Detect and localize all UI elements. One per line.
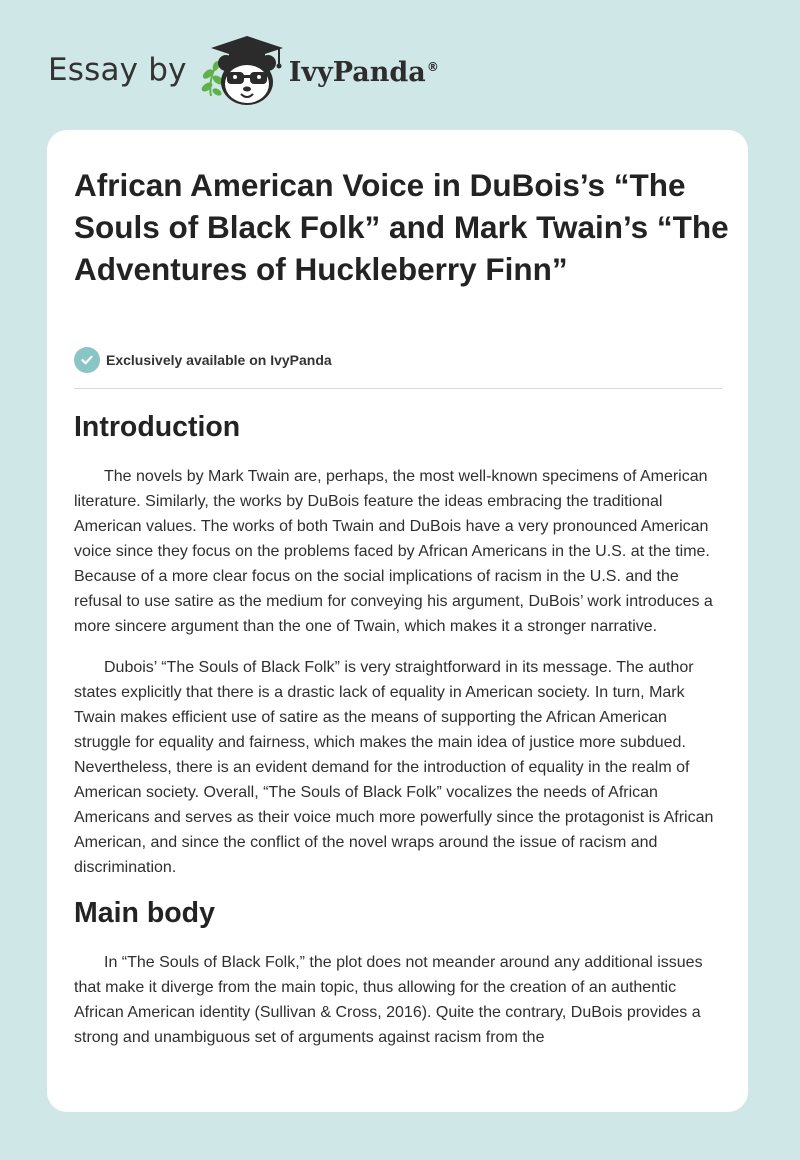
section-heading-main-body: Main body [74,897,215,930]
paragraph: In “The Souls of Black Folk,” the plot does not meander around any additional issues that make it diverge from the main topic, thus allowing for the creation of an authentic African American identity (Sullivan & Cross, 2016). Quite the contrary, DuBois provides a strong and unambiguous set of arguments against racism from the [74,954,703,1047]
panda-graduate-logo-icon[interactable] [199,30,295,110]
exclusive-label: Exclusively available on IvyPanda [106,352,332,368]
section-heading-introduction: Introduction [74,411,241,443]
check-circle-icon [74,347,100,373]
essay-title: African American Voice in DuBois’s “The Souls of Black Folk” and Mark Twain’s “The Adventures of Huckleberry Finn” [74,167,729,287]
essay-body [74,404,724,1066]
exclusive-badge [74,346,332,374]
essay-card [47,130,748,1112]
brand-name[interactable]: IvyPanda® [288,56,439,88]
brand-prefix: Essay by [48,52,187,88]
paragraph: The novels by Mark Twain are, perhaps, the most well-known specimens of American literature. Similarly, the works by DuBois feature the ideas embracing the traditional American values. The works of both Twain and DuBois have a very pronounced American voice since they focus on the problems faced by African Americans in the U.S. at the time. Because of a more clear focus on the social implications of racism in the U.S. and the refusal to use satire as the medium for conveying his argument, DuBois’ work introduces a more sincere argument than the one of Twain, which makes it a stronger narrative. [74,468,713,636]
registered-mark: ® [426,59,439,74]
site-header [48,30,439,110]
paragraph: Dubois’ “The Souls of Black Folk” is very straightforward in its message. The author states explicitly that there is a drastic lack of equality in American society. In turn, Mark Twain makes efficient use of satire as the means of supporting the African American struggle for equality and fairness, which makes the main idea of justice more subdued. Nevertheless, there is an evident demand for the introduction of equality in the realm of American society. Overall, “The Souls of Black Folk” vocalizes the needs of African Americans and serves as their voice much more powerfully since the protagonist is African American, and since the conflict of the novel wraps around the issue of racism and discrimination. [74,659,714,877]
divider [74,388,722,389]
